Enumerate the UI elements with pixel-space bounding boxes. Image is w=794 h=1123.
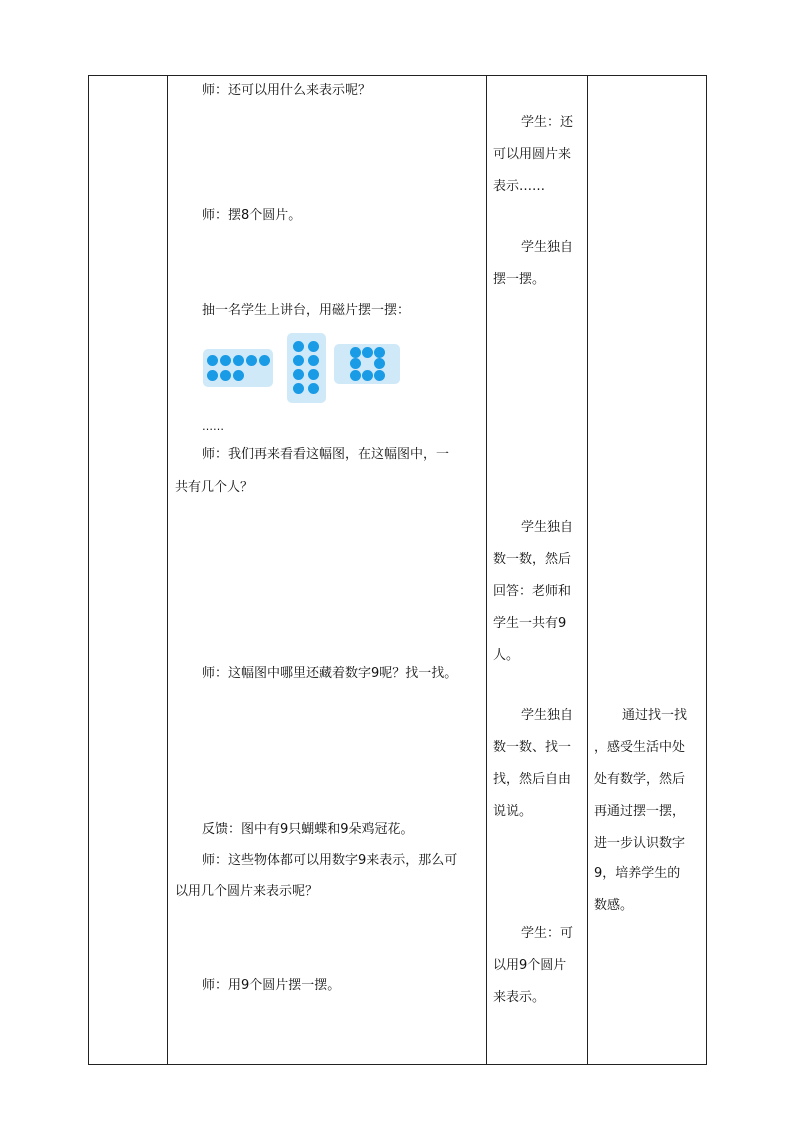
counter-dot [207,370,218,381]
design-intent-line-2: ，感受生活中处 [594,740,686,755]
counter-dot [293,355,304,366]
counter-dot [350,347,361,358]
ellipsis-text: …… [202,420,224,433]
student-answer-4-line-3: 找，然后自由 [493,772,572,787]
student-answer-1-line-2: 可以用圆片来 [493,147,572,162]
student-answer-3-line-3: 回答：老师和 [493,584,572,599]
table-border-right [706,75,707,1065]
counter-board-vertical [287,333,326,403]
design-intent-line-7: 数感。 [594,898,634,913]
student-answer-3-line-5: 人。 [493,648,520,663]
counter-dot [308,369,319,380]
counter-board-horizontal [203,349,273,387]
teacher-instruction-8: 师：用9个圆片摆一摆。 [202,978,341,993]
table-bottom-border [88,1064,707,1065]
counter-dot [220,355,231,366]
column-divider-3 [587,75,588,1065]
table-top-border [88,75,707,76]
teacher-question-7-line-2: 以用几个圆片来表示呢？ [175,884,319,899]
table-border-left [88,75,89,1065]
design-intent-line-1: 通过找一找 [622,708,688,723]
counter-dot [246,355,257,366]
student-answer-5-line-3: 来表示。 [493,990,546,1005]
feedback-text: 反馈：图中有9只蝴蝶和9朵鸡冠花。 [202,822,414,837]
teacher-question-5: 师：这幅图中哪里还藏着数字9呢？找一找。 [202,666,458,681]
counter-dot [308,341,319,352]
student-answer-3-line-2: 数一数，然后 [493,552,572,567]
counter-dot [362,347,373,358]
design-intent-line-6: 9，培养学生的 [594,866,681,881]
counter-dot [233,370,244,381]
teacher-instruction-3: 抽一名学生上讲台，用磁片摆一摆： [202,303,411,318]
counter-dot [207,355,218,366]
design-intent-line-3: 处有数学，然后 [594,772,686,787]
student-answer-1-line-1: 学生：还 [521,115,574,130]
counter-dot [233,355,244,366]
counter-dot [362,370,373,381]
student-answer-1-line-3: 表示…… [493,179,546,194]
column-divider-1 [167,75,168,1065]
student-answer-2-line-2: 摆一摆。 [493,272,546,287]
student-answer-5-line-1: 学生：可 [521,926,574,941]
counter-dot [308,383,319,394]
teacher-instruction-2: 师：摆8个圆片。 [202,208,302,223]
student-answer-5-line-2: 以用9个圆片 [493,958,567,973]
counter-dot [308,355,319,366]
counter-dot [293,369,304,380]
counter-dot [374,347,385,358]
student-answer-4-line-4: 说说。 [493,804,533,819]
counter-dot [293,341,304,352]
student-answer-3-line-1: 学生独自 [521,520,574,535]
counter-dot [374,370,385,381]
design-intent-line-4: 再通过摆一摆， [594,804,686,819]
counter-dot [374,358,385,369]
teacher-question-1: 师：还可以用什么来表示呢？ [202,83,372,98]
counter-dot [350,370,361,381]
student-answer-3-line-4: 学生一共有9 [493,616,567,631]
counter-dot [293,383,304,394]
counter-dot [350,358,361,369]
student-answer-4-line-1: 学生独自 [521,708,574,723]
design-intent-line-5: 进一步认识数字 [594,836,686,851]
student-answer-2-line-1: 学生独自 [521,240,574,255]
column-divider-2 [486,75,487,1065]
teacher-question-4-line-2: 共有几个人？ [175,480,254,495]
teacher-question-4-line-1: 师：我们再来看看这幅图，在这幅图中，一 [202,447,450,462]
counter-board-ring [334,344,400,384]
counter-dot [259,355,270,366]
counter-dot [220,370,231,381]
teacher-question-7-line-1: 师：这些物体都可以用数字9来表示，那么可 [202,853,458,868]
student-answer-4-line-2: 数一数、找一 [493,740,572,755]
